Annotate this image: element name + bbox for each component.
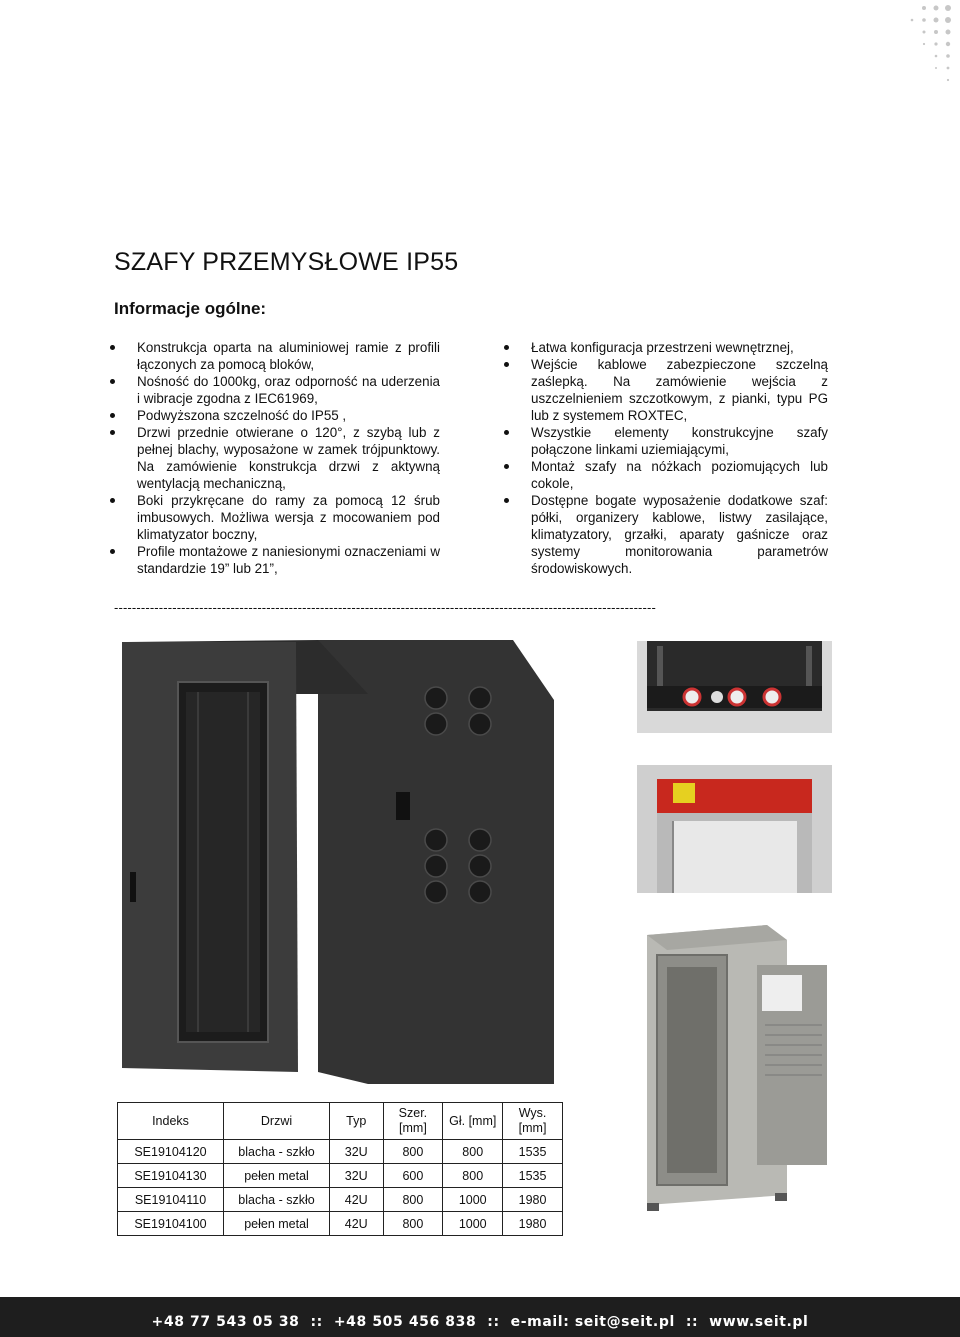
footer-phone-2[interactable]: +48 505 456 838 — [333, 1314, 477, 1330]
separator-line: ------------------------------------------------------------------------------------------------------------------------- — [114, 600, 656, 615]
table-row — [118, 1140, 563, 1164]
footer-separator: :: — [310, 1314, 323, 1330]
cell-index: SE19104130 — [118, 1164, 224, 1188]
cell-doors: blacha - szkło — [224, 1188, 330, 1212]
col-header-index: Indeks — [118, 1103, 224, 1140]
cable-entry-photo — [637, 641, 832, 733]
col-header-width: Szer. [mm] — [383, 1103, 443, 1140]
feature-item: Wejście kablowe zabezpieczone szczelną zaślepką. Na zamówienie wejścia z uszczelnieniem szczotkowym, z pianki, typu PG lub z systemem ROXTEC, — [504, 356, 828, 424]
feature-item: Montaż szafy na nóżkach poziomujących lub cokole, — [504, 458, 828, 492]
feature-item: Wszystkie elementy konstrukcyjne szafy połączone linkami uziemiającymi, — [504, 424, 828, 458]
footer-phone-1[interactable]: +48 77 543 05 38 — [151, 1314, 300, 1330]
cell-height: 1535 — [503, 1164, 563, 1188]
cell-index: SE19104100 — [118, 1212, 224, 1236]
cell-width: 800 — [383, 1140, 443, 1164]
table-row — [118, 1188, 563, 1212]
feature-item: Podwyższona szczelność do IP55 , — [110, 407, 440, 424]
cell-type: 42U — [330, 1212, 384, 1236]
page-title: SZAFY PRZEMYSŁOWE IP55 — [114, 248, 459, 276]
cell-doors: blacha - szkło — [224, 1140, 330, 1164]
feature-item: Nośność do 1000kg, oraz odporność na uderzenia i wibracje zgodna z IEC61969, — [110, 373, 440, 407]
cell-index: SE19104110 — [118, 1188, 224, 1212]
feature-item: Boki przykręcane do ramy za pomocą 12 śrub imbusowych. Możliwa wersja z mocowaniem pod klimatyzator boczny, — [110, 492, 440, 543]
footer-website[interactable]: www.seit.pl — [709, 1314, 809, 1330]
features-list-left — [110, 339, 440, 577]
cell-width: 800 — [383, 1188, 443, 1212]
feature-item: Konstrukcja oparta na aluminiowej ramie z profili łączonych za pomocą bloków, — [110, 339, 440, 373]
cell-type: 32U — [330, 1164, 384, 1188]
cell-doors: pełen metal — [224, 1164, 330, 1188]
col-header-height: Wys. [mm] — [503, 1103, 563, 1140]
features-list-right — [504, 339, 828, 577]
table-row — [118, 1164, 563, 1188]
cell-height: 1980 — [503, 1188, 563, 1212]
feature-item: Drzwi przednie otwierane o 120°, z szybą lub z pełnej blachy, wyposażone w zamek trójpunktowy. Na zamówienie konstrukcja drzwi z aktywną wentylacją mechaniczną, — [110, 424, 440, 492]
cell-depth: 1000 — [443, 1212, 503, 1236]
cell-depth: 800 — [443, 1140, 503, 1164]
section-subtitle: Informacje ogólne: — [114, 299, 267, 318]
footer-separator: :: — [685, 1314, 699, 1330]
col-header-depth: Gł. [mm] — [443, 1103, 503, 1140]
cell-depth: 1000 — [443, 1188, 503, 1212]
decorative-dots — [830, 0, 960, 120]
cell-height: 1980 — [503, 1212, 563, 1236]
footer-contact — [0, 1314, 960, 1330]
cell-type: 42U — [330, 1188, 384, 1212]
cell-doors: pełen metal — [224, 1212, 330, 1236]
cabinet-ac-photo — [637, 915, 832, 1215]
table-header-row — [118, 1103, 563, 1140]
cell-width: 600 — [383, 1164, 443, 1188]
feature-item: Dostępne bogate wyposażenie dodatkowe szaf: półki, organizery kablowe, listwy zasilające, klimatyzatory, grzałki, aparaty gaśnicze oraz systemy monitorowania parametrów środowiskowych. — [504, 492, 828, 577]
fire-unit-photo — [637, 765, 832, 893]
footer-email[interactable]: e-mail: seit@seit.pl — [510, 1314, 675, 1330]
col-header-type: Typ — [330, 1103, 384, 1140]
table-row — [118, 1212, 563, 1236]
cabinet-photo-main — [118, 632, 554, 1084]
specs-table — [117, 1102, 563, 1236]
footer-separator: :: — [487, 1314, 500, 1330]
cell-index: SE19104120 — [118, 1140, 224, 1164]
cell-width: 800 — [383, 1212, 443, 1236]
feature-item: Łatwa konfiguracja przestrzeni wewnętrznej, — [504, 339, 828, 356]
cell-type: 32U — [330, 1140, 384, 1164]
col-header-doors: Drzwi — [224, 1103, 330, 1140]
feature-item: Profile montażowe z naniesionymi oznaczeniami w standardzie 19” lub 21”, — [110, 543, 440, 577]
cell-height: 1535 — [503, 1140, 563, 1164]
cell-depth: 800 — [443, 1164, 503, 1188]
